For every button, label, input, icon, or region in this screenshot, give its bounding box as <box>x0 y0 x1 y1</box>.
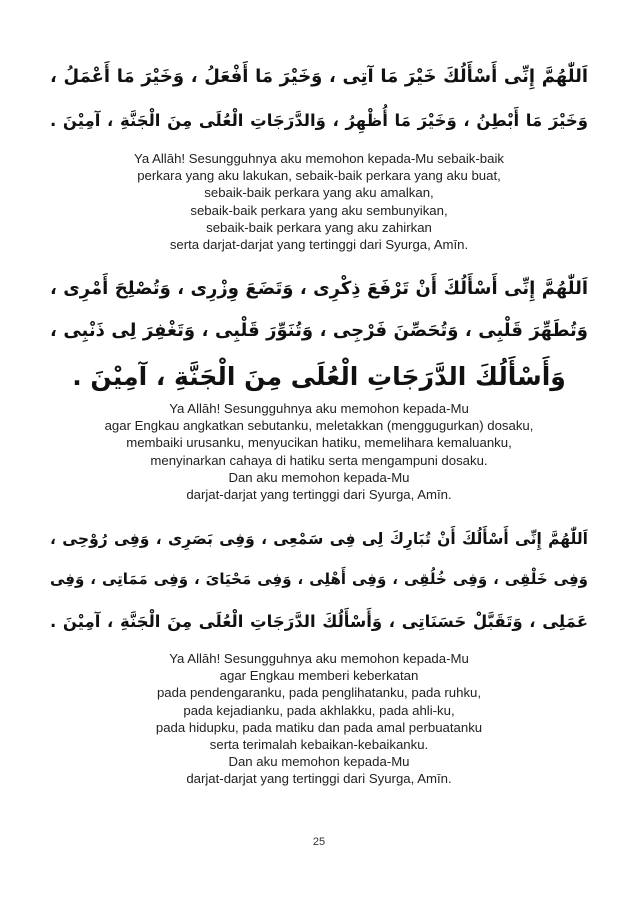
arabic-line: اَللّٰهُمَّ إِنِّى أَسْأَلُكَ أَنْ تُبَارِكَ لِى فِى سَمْعِى ، وَفِى بَصَرِى ، وَفِى رُوْحِى ، <box>50 530 588 548</box>
arabic-line: وَتُطَهِّرَ قَلْبِى ، وَتُحَصِّنَ فَرْجِى ، وَتُنَوِّرَ قَلْبِى ، وَتَغْفِرَ لِى ذَنْبِى ، <box>50 320 588 341</box>
arabic-line: وَفِى خَلْقِى ، وَفِى خُلُقِى ، وَفِى أَهْلِى ، وَفِى مَحْيَاىَ ، وَفِى مَمَاتِى ، وَفِى <box>50 570 588 588</box>
arabic-line: اَللّٰهُمَّ إِنِّى أَسْأَلُكَ أَنْ تَرْفَعَ ذِكْرِى ، وَتَضَعَ وِزْرِى ، وَتُصْلِحَ أَمْرِى ، <box>50 278 588 299</box>
translation-block <box>60 400 578 503</box>
arabic-line: وَأَسْأَلُكَ الدَّرَجَاتِ الْعُلَى مِنَ الْجَنَّةِ ، آمِيْنَ . <box>72 362 566 391</box>
translation-line: sebaik-baik perkara yang aku zahirkan <box>206 219 432 235</box>
translation-line: pada kejadianku, pada akhlakku, pada ahli-ku, <box>183 702 455 718</box>
translation-line: serta darjat-darjat yang tertinggi dari Syurga, Amīn. <box>169 237 469 253</box>
translation-block <box>60 650 578 788</box>
translation-line: pada pendengaranku, pada penglihatanku, pada ruhku, <box>156 685 482 701</box>
translation-line: sebaik-baik perkara yang aku amalkan, <box>204 185 434 201</box>
translation-line: menyinarkan cahaya di hatiku serta mengampuni dosaku. <box>150 452 488 468</box>
translation-line: agar Engkau memberi keberkatan <box>219 668 419 684</box>
translation-line: Dan aku memohon kepada-Mu <box>228 754 410 770</box>
translation-line: pada hidupku, pada matiku dan pada amal perbuatanku <box>155 719 483 735</box>
translation-line: Ya Allāh! Sesungguhnya aku memohon kepada-Mu <box>169 401 469 416</box>
translation-line: Ya Allāh! Sesungguhnya aku memohon kepada-Mu <box>169 651 469 666</box>
page-number: 25 <box>312 836 326 848</box>
arabic-line: اَللّٰهُمَّ إِنِّى أَسْأَلُكَ خَيْرَ مَا آتِى ، وَخَيْرَ مَا أَفْعَلُ ، وَخَيْرَ مَا أَعْمَلُ ، <box>50 66 588 87</box>
translation-line: Ya Allāh! Sesungguhnya aku memohon kepada-Mu sebaik-baik <box>134 151 504 166</box>
translation-line: sebaik-baik perkara yang aku sembunyikan, <box>190 202 448 218</box>
translation-line: darjat-darjat yang tertinggi dari Syurga, Amīn. <box>186 771 452 787</box>
arabic-line: عَمَلِى ، وَتَقَبَّلْ حَسَنَاتِى ، وَأَسْأَلُكَ الدَّرَجَاتِ الْعُلَى مِنَ الْجَنَّةِ ، آمِيْنَ . <box>50 612 588 631</box>
translation-line: perkara yang aku lakukan, sebaik-baik perkara yang aku buat, <box>137 168 501 184</box>
translation-line: membaiki urusanku, menyucikan hatiku, memelihara kemaluanku, <box>126 435 512 451</box>
translation-line: serta terimalah kebaikan-kebaikanku. <box>209 737 429 753</box>
translation-line: darjat-darjat yang tertinggi dari Syurga, Amīn. <box>186 487 452 503</box>
translation-line: agar Engkau angkatkan sebutanku, meletakkan (menggugurkan) dosaku, <box>104 418 534 434</box>
arabic-line: وَخَيْرَ مَا أَبْطِنُ ، وَخَيْرَ مَا أُظْهِرُ ، وَالدَّرَجَاتِ الْعُلَى مِنَ الْجَنَّةِ ، آمِيْنَ . <box>50 111 588 130</box>
translation-line: Dan aku memohon kepada-Mu <box>228 469 410 485</box>
translation-block <box>60 150 578 253</box>
